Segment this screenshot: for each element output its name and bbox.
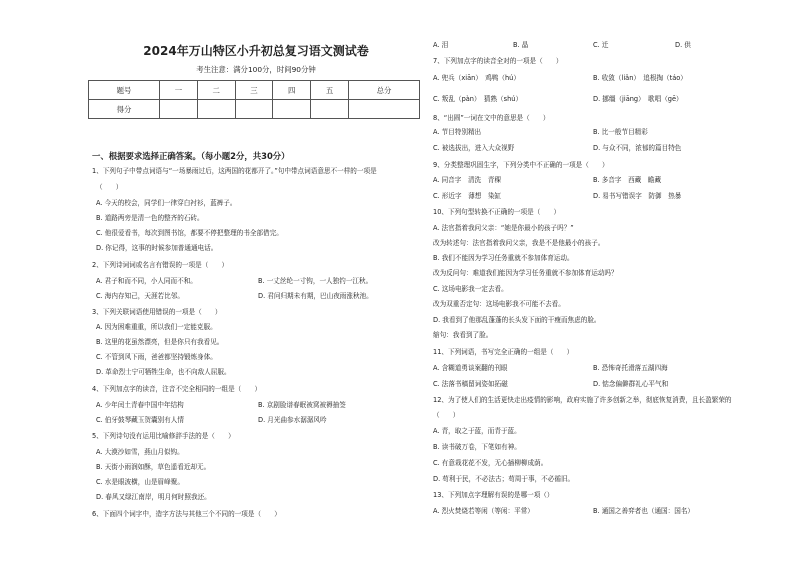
option-4b[interactable]: B. 京剧脸谱春眠被窝被褥抽签 <box>258 401 346 409</box>
option-10c[interactable]: C. 这场电影我一定去看。 <box>433 285 508 293</box>
option-1c[interactable]: C. 他很爱看书，每次到图书馆，都要不停把整理的书全部借完。 <box>96 229 283 237</box>
question-12: 12、为了使人们的生活更快走出疫情的影响，政府实施了许多创新之举，彻底恢复消费，且长盈繁荣的 <box>433 396 732 404</box>
option-3b[interactable]: B. 这里的花虽然漂亮，但是你只有我看见。 <box>96 338 224 346</box>
option-3d[interactable]: D. 革命烈士宁可牺牲生命，也不向敌人屈服。 <box>96 368 231 376</box>
option-10d[interactable]: D. 我看到了他那乱蓬蓬的长头发下面的干瘦而焦虑的脸。 <box>433 316 601 324</box>
score-input-cell[interactable] <box>311 100 349 119</box>
question-3: 3、下列关联词语使用错误的一项是（ ） <box>92 308 222 316</box>
option-10d-detail: 缩句：我看到了脸。 <box>433 331 493 339</box>
option-11d[interactable]: D. 惦念偏僻群礼心平气和 <box>593 380 669 388</box>
option-2b[interactable]: B. 一丈丝纶一寸钩，一人独钓一江秋。 <box>258 277 373 285</box>
question-9: 9、分类整理巩固生字，下列分类中不正确的一项是（ ） <box>433 161 609 169</box>
option-6b[interactable]: B. 晶 <box>513 41 529 49</box>
score-header-cell: 五 <box>311 81 349 100</box>
exam-notice: 考生注意：满分100分，时间90分钟 <box>196 65 316 74</box>
option-9b[interactable]: B. 多音字 西藏 瞻藏 <box>593 176 662 184</box>
option-2d[interactable]: D. 君问归期未有期，巴山夜雨涨秋池。 <box>258 292 373 300</box>
question-8: 8、“出圆”一词在文中的意思是（ ） <box>433 114 550 122</box>
score-header-cell: 总分 <box>348 81 419 100</box>
score-input-cell[interactable] <box>160 100 198 119</box>
option-7a[interactable]: A. 兜兵（xiān） 鸡鸭（hú） <box>433 74 520 82</box>
option-9c[interactable]: C. 形近字 薄想 染缸 <box>433 192 502 200</box>
option-6a[interactable]: A. 泪 <box>433 41 449 49</box>
option-10a[interactable]: A. 法官指着我问父亲：“她是你最小的孩子吗？” <box>433 224 574 232</box>
option-13b[interactable]: B. 通国之善弈者也（通国：国名） <box>593 507 695 515</box>
option-12b[interactable]: B. 读书破万卷，下笔如有神。 <box>433 443 521 451</box>
score-header-cell: 三 <box>235 81 273 100</box>
option-2a[interactable]: A. 君子和而不同，小人同而不和。 <box>96 277 197 285</box>
option-1d[interactable]: D. 你记得，这事的时候参加普通通电话。 <box>96 244 218 252</box>
score-input-cell[interactable] <box>235 100 273 119</box>
option-10b-detail: 改为反问句：难道我们能因为学习任务重就不参加体育运动吗？ <box>433 269 618 277</box>
option-10a-detail: 改为转述句：法官指着我问父亲，我是不是他最小的孩子。 <box>433 239 605 247</box>
question-6: 6、下面四个词字中，造字方法与其他三个不同的一项是（ ） <box>92 510 281 518</box>
option-12d[interactable]: D. 苟利于民，不必法古；苟周于事，不必循旧。 <box>433 475 575 483</box>
score-value-row <box>89 100 420 119</box>
option-7b[interactable]: B. 收敛（liǎn） 追根掏（táo） <box>593 74 687 82</box>
option-7d[interactable]: D. 挪缰（jiāng） 歌唱（gē） <box>593 95 683 103</box>
option-1b[interactable]: B. 道路两旁是清一色的整齐的石砖。 <box>96 214 204 222</box>
option-7c[interactable]: C. 叛乱（pàn） 猜熟（shú） <box>433 95 523 103</box>
score-header-cell: 一 <box>160 81 198 100</box>
option-5d[interactable]: D. 春风又绿江南岸，明月何时照我还。 <box>96 493 211 501</box>
option-11b[interactable]: B. 恐怖奇托滑落五湖四海 <box>593 364 668 372</box>
question-7: 7、下列加点字的读音全对的一项是（ ） <box>433 57 563 65</box>
option-13a[interactable]: A. 烈火焚烧若等闲（等闲：平常） <box>433 507 534 515</box>
score-header-cell: 四 <box>273 81 311 100</box>
option-5c[interactable]: C. 水是眼波横，山是眉峰聚。 <box>96 478 184 486</box>
score-input-cell[interactable] <box>273 100 311 119</box>
question-13: 13、下列加点字理解有误的是哪一项（） <box>433 491 554 499</box>
score-input-cell[interactable] <box>197 100 235 119</box>
option-11a[interactable]: A. 含糊道勇谈案翻的刊眼 <box>433 364 508 372</box>
option-10b[interactable]: B. 我们不能因为学习任务重就不参加体育运动。 <box>433 254 574 262</box>
score-header-cell: 题号 <box>89 81 160 100</box>
option-9d[interactable]: D. 易书写错误字 防御 热暴 <box>593 192 682 200</box>
option-9a[interactable]: A. 同音字 清洗 青稞 <box>433 176 501 184</box>
question-4: 4、下列加点字的读音，注音不完全相同的一组是（ ） <box>92 385 262 393</box>
question-10: 10、下列句型转换不正确的一项是（ ） <box>433 208 561 216</box>
question-2: 2、下列诗词词或名言有错误的一项是（ ） <box>92 261 229 269</box>
option-3c[interactable]: C. 不管到风下雨，爸爸都坚持锻炼身体。 <box>96 353 217 361</box>
section-heading: 一、根据要求选择正确答案。（每小题2分，共30分） <box>92 151 290 161</box>
score-label-cell: 得分 <box>89 100 160 119</box>
option-11c[interactable]: C. 法落书稿留词姿如拓磁 <box>433 380 508 388</box>
option-8b[interactable]: B. 比一般节目精彩 <box>593 128 648 136</box>
option-10c-detail: 改为双重否定句：这场电影我不可能不去看。 <box>433 300 565 308</box>
option-6c[interactable]: C. 迁 <box>593 41 609 49</box>
option-5b[interactable]: B. 天街小雨润如酥，草色遥看近却无。 <box>96 463 211 471</box>
option-1a[interactable]: A. 今天的校会，同学们一律穿白衬衫，蓝裤子。 <box>96 199 237 207</box>
score-table <box>88 80 420 119</box>
score-input-cell[interactable] <box>348 100 419 119</box>
score-header-row <box>89 81 420 100</box>
option-12c[interactable]: C. 有意栽花花不发，无心插柳柳成荫。 <box>433 459 548 467</box>
question-1-blank: （ ） <box>96 183 123 191</box>
option-8d[interactable]: D. 与众不同，浓郁的篇目特色 <box>593 144 682 152</box>
option-4a[interactable]: A. 少年闰土青春中国中年结构 <box>96 401 184 409</box>
score-header-cell: 二 <box>197 81 235 100</box>
option-4d[interactable]: D. 月光曲参水潺潺风吟 <box>258 416 327 424</box>
option-2c[interactable]: C. 海内存知己，天涯若比邻。 <box>96 292 184 300</box>
exam-title: 2024年万山特区小升初总复习语文测试卷 <box>143 44 369 58</box>
option-3a[interactable]: A. 因为困难重重，所以我们一定能克服。 <box>96 323 217 331</box>
option-6d[interactable]: D. 供 <box>675 41 691 49</box>
question-11: 11、下列词语，书写完全正确的一组是（ ） <box>433 348 574 356</box>
option-5a[interactable]: A. 大漠沙如雪，燕山月似钩。 <box>96 448 184 456</box>
question-1: 1、下列句子中带点词语与“一场暴雨过后，这两国的花都开了。”句中带点词语意思不一样的一项是 <box>92 167 377 175</box>
question-5: 5、下列诗句没有运用比喻修辞手法的是（ ） <box>92 432 235 440</box>
option-4c[interactable]: C. 伯牙鼓琴藏玉贺囊别有人情 <box>96 416 184 424</box>
option-8c[interactable]: C. 被选拔出，进入大众视野 <box>433 144 515 152</box>
question-12-blank: （ ） <box>433 411 460 419</box>
option-8a[interactable]: A. 节目特别精出 <box>433 128 482 136</box>
option-12a[interactable]: A. 青，取之于蓝，而青于蓝。 <box>433 427 521 435</box>
